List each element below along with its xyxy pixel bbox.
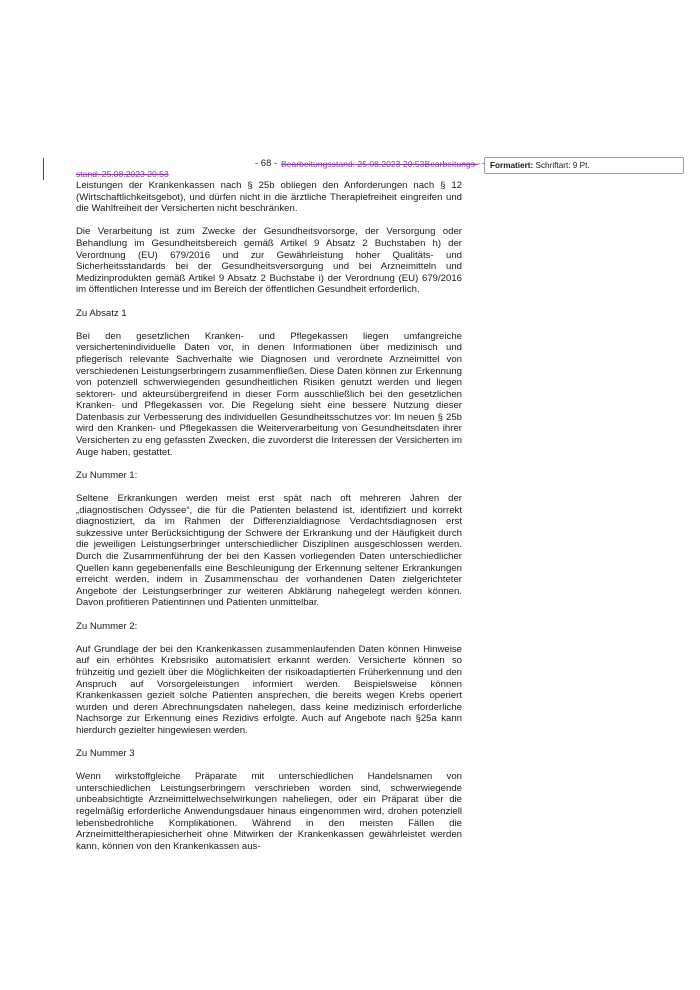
paragraph: Seltene Erkrankungen werden meist erst spät nach oft mehreren Jahren der „diagnostischen Odyssee“, die für die Patienten belastend ist, identifiziert und korrekt diagnostiziert, da im Rahmen der Differenzialdiagnose Verdachtsdiagnosen erst sukzessive unter Berücksichtigung der Schwere der Erkrankung und der Häufigkeit durch die jeweiligen Leistungserbringer unterschiedlicher Disziplinen ausgeschlossen werden. Durch die Zusammenführung der bei den Kassen vorliegenden Daten unterschiedlicher Quellen kann gegebenenfalls eine Beschleunigung der Erkennung seltener Erkrankungen erreicht werden, indem in Zusammenschau der vorhandenen Daten zielgerichteter Angebote der Leistungserbringer zur weiteren Abklärung nahegelegt werden können. Davon profitieren Patientinnen und Patienten unmittelbar. xyxy=(76,493,462,609)
section-heading: Zu Nummer 2: xyxy=(76,620,138,632)
deleted-revision-stand[interactable]: Bearbeitungsstand: 25.08.2023 20:53Bearbeitungs- xyxy=(281,159,478,169)
section-heading: Zu Nummer 1: xyxy=(76,469,138,481)
deleted-revision-stand-continued[interactable]: stand: 25.08.2023 20:53 xyxy=(76,169,169,179)
comment-label: Formatiert: xyxy=(490,161,534,170)
page-number: - 68 - xyxy=(255,158,278,169)
paragraph: Auf Grundlage der bei den Krankenkassen zusammenlaufenden Daten können Hinweise auf ein erhöhtes Krebsrisiko automatisiert erkannt werden. Versicherte können so frühzeitig und gezielt über die Möglichkeiten der risikoadaptierten Früherkennung und den Anspruch auf Vorsorgeleistungen informiert werden. Beispielsweise können Krankenkassen gezielt solche Patienten ansprechen, die bereits wegen Krebs operiert wurden und deren Abrechnungsdaten nahelegen, dass keine medizinisch erforderliche Nachsorge zur Erkennung eines Rezidivs erfolgte. Auch auf Angebote nach §25a kann hierdurch gezielter hingewiesen werden. xyxy=(76,643,462,736)
formatting-comment-balloon[interactable] xyxy=(484,157,684,174)
comment-leader-line xyxy=(463,163,485,164)
comment-text: Schriftart: 9 Pt. xyxy=(533,161,590,170)
section-heading: Zu Absatz 1 xyxy=(76,307,127,319)
section-heading: Zu Nummer 3 xyxy=(76,748,135,760)
paragraph: Die Verarbeitung ist zum Zwecke der Gesundheitsvorsorge, der Versorgung oder Behandlung im Gesundheitsbereich gemäß Artikel 9 Absatz 2 Buchstaben h) der Verordnung (EU) 679/2016 und zur Gewährleistung hoher Qualitäts- und Sicherheitsstandards bei der Gesundheitsversorgung und bei Arzneimitteln und Medizinprodukten gemäß Artikel 9 Absatz 2 Buchstabe i) der Verordnung (EU) 679/2016 im öffentlichen Interesse und im Bereich der öffentlichen Gesundheit erforderlich. xyxy=(76,226,462,296)
paragraph: Wenn wirkstoffgleiche Präparate mit unterschiedlichen Handelsnamen von unterschiedlichen Leistungserbringern verschrieben worden sind, schwerwiegende unbeabsichtigte Arzneimittelwechselwirkungen naheliegen, oder ein Präparat über die regelmäßig erforderliche Anwendungsdauer hinaus eingenommen wird, drohen potenziell lebensbedrohliche Komplikationen. Während in den meisten Fällen die Arzneimitteltherapiesicherheit ohne Mitwirken der Krankenkassen gewährleistet werden kann, können von den Krankenkassen aus- xyxy=(76,771,462,852)
document-body xyxy=(76,180,462,864)
change-bar xyxy=(43,158,44,180)
paragraph: Bei den gesetzlichen Kranken- und Pflegekassen liegen umfangreiche versichertenindividuelle Daten vor, in denen Informationen über medizinisch und pflegerisch relevante Sachverhalte wie Diagnosen und verordnete Arzneimittel von verschiedenen Leistungserbringern zusammenfließen. Diese Daten können zur Erkennung von potenziell schwerwiegenden gesundheitlichen Risiken genutzt werden und liegen sektoren- und akteursübergreifend in dieser Form ausschließlich bei den gesetzlichen Kranken- und Pflegekassen vor. Die Regelung sieht eine bessere Nutzung dieser Datenbasis zur Verbesserung des individuellen Gesundheitsschutzes vor: Im neuen § 25b wird den Kranken- und Pflegekassen die Weiterverarbeitung von Gesundheitsdaten ihrer Versicherten zu eng gefassten Zwecken, die zuvorderst die Interessen der Versicherten im Auge haben, gestattet. xyxy=(76,330,462,458)
paragraph: Leistungen der Krankenkassen nach § 25b obliegen den Anforderungen nach § 12 (Wirtschaftlichkeitsgebot), und dürfen nicht in die ärztliche Therapiefreiheit eingreifen und die Wahlfreiheit der Versicherten nicht beschränken. xyxy=(76,180,462,215)
